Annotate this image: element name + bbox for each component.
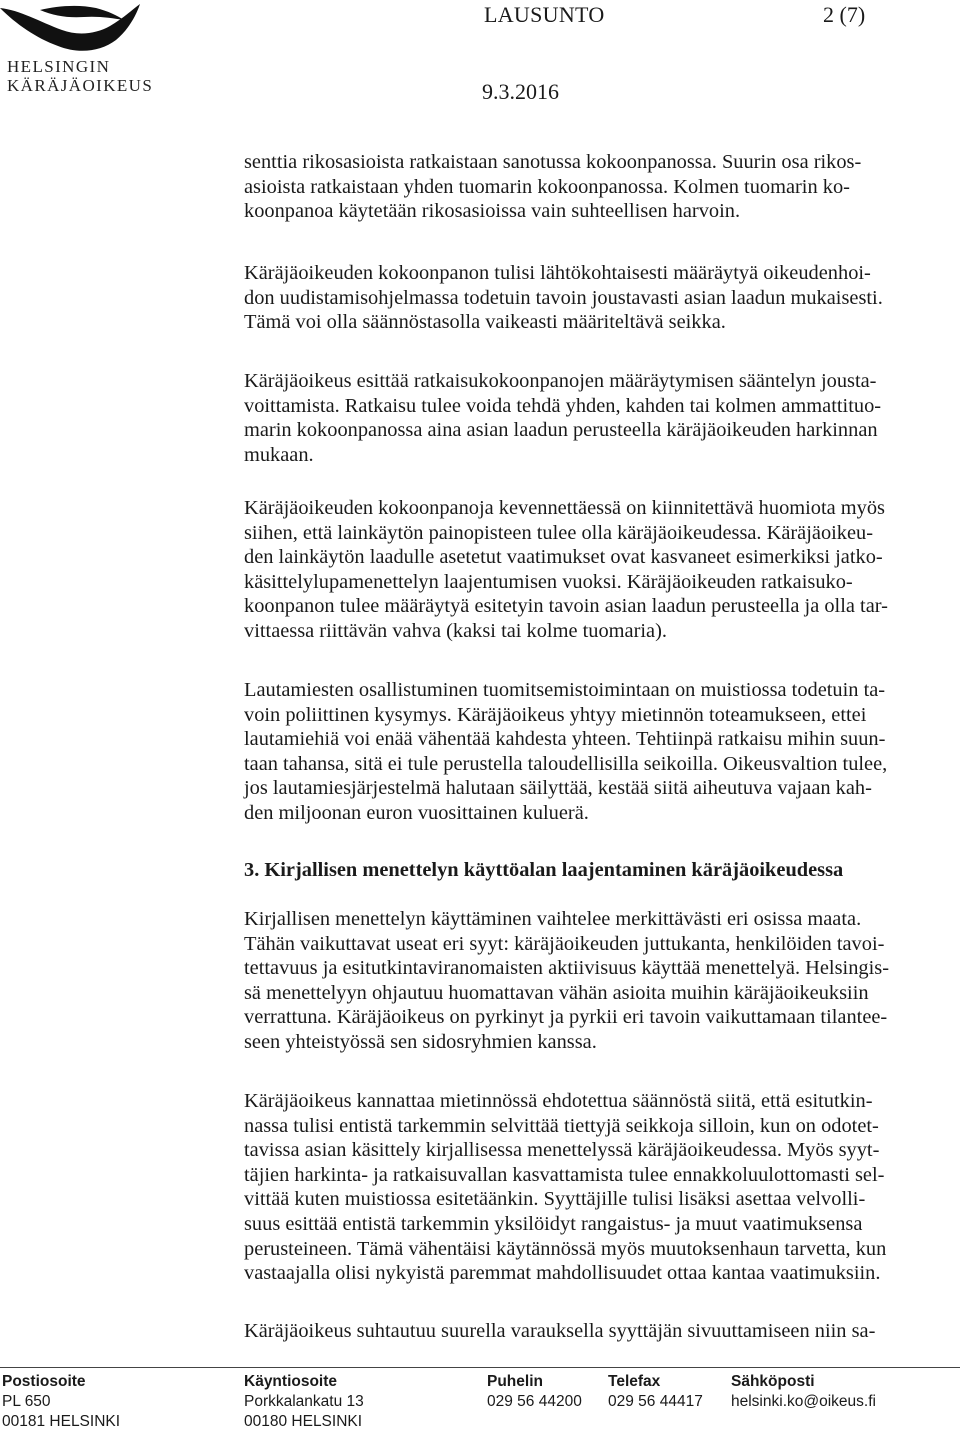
text-line: marin kokoonpanossa aina asian laadun perusteella käräjäoikeuden harkinnan [244, 419, 878, 442]
text-line: asioista ratkaistaan yhden tuomarin kokoonpanossa. Kolmen tuomarin ko- [244, 175, 850, 198]
footer-value: 029 56 44417 [608, 1393, 703, 1410]
paragraph-4 [244, 496, 956, 644]
text-line: Käräjäoikeus kannattaa mietinnössä ehdotettua säännöstä siitä, että esitutkin- [244, 1090, 873, 1112]
paragraph-5 [244, 678, 956, 826]
text-line: vittää kuten muistiossa esitetäänkin. Syyttäjille tulisi lisäksi asettaa velvolli- [244, 1188, 866, 1211]
text-line: käsittelylupamenettelyn laajentumisen vuoksi. Käräjäoikeuden ratkaisuko- [244, 570, 853, 593]
text-line: Käräjäoikeuden kokoonpanon tulisi lähtökohtaisesti määräytyä oikeudenhoi- [244, 262, 871, 284]
text-line: siihen, että lainkäytön painopisteen tulee olla käräjäoikeudessa. Käräjäoikeu- [244, 521, 874, 544]
text-line: vastaajalla olisi nykyistä paremmat mahdollisuudet ottaa kantaa vaatimuksiin. [244, 1262, 881, 1285]
footer-label: Käyntiosoite [244, 1373, 338, 1390]
text-line: Lautamiesten osallistuminen tuomitsemistoimintaan on muistiossa todetuin ta- [244, 679, 886, 701]
paragraph-3 [244, 369, 956, 467]
footer-phone [487, 1372, 582, 1412]
text-line: den miljoonan euron vuosittainen kuluerä. [244, 801, 589, 824]
footer-email [731, 1372, 876, 1412]
footer-label: Telefax [608, 1373, 661, 1390]
text-line: den lainkäytön laadulle asetetut vaatimukset ovat kasvaneet esimerkiksi jatko- [244, 546, 883, 569]
text-line: verrattuna. Käräjäoikeus on pyrkinyt ja pyrkii eri tavoin vaikuttamaan tilantee- [244, 1006, 888, 1029]
footer-divider [0, 1367, 960, 1368]
footer-value: Porkkalankatu 13 [244, 1393, 364, 1410]
text-line: koonpanon tulee määräytyä esitetyin tavoin asian laadun perusteella ja olla tar- [244, 595, 888, 618]
text-line: lautamiehiä voi enää vähentää kahdesta yhteen. Tehtiinpä ratkaisu mihin suun- [244, 728, 886, 751]
text-line: voittamista. Ratkaisu tulee voida tehdä yhden, kahden tai kolmen ammattituo- [244, 394, 882, 417]
text-line: vittaessa riittävän vahva (kaksi tai kolme tuomaria). [244, 619, 667, 642]
page-number: 2 (7) [823, 2, 866, 27]
text-line: don uudistamisohjelmassa todetuin tavoin joustavasti asian laadun mukaisesti. [244, 286, 883, 309]
text-line: Tämä voi olla säännöstasolla vaikeasti määriteltävä seikka. [244, 311, 726, 334]
footer-label: Sähköposti [731, 1373, 815, 1390]
footer-label: Puhelin [487, 1373, 543, 1390]
footer-postal-address [2, 1372, 120, 1432]
text-line: taan tahansa, sitä ei tule perustella taloudellisilla seikoilla. Oikeusvaltion tulee, [244, 752, 888, 775]
footer-value: 00181 HELSINKI [2, 1413, 121, 1430]
footer-label: Postiosoite [2, 1373, 86, 1390]
footer-visiting-address [244, 1372, 364, 1432]
text-line: Käräjäoikeuden kokoonpanoja kevennettäessä on kiinnitettävä huomiota myös [244, 497, 885, 519]
paragraph-8 [244, 1319, 956, 1344]
paragraph-2 [244, 261, 956, 335]
footer-value: helsinki.ko@oikeus.fi [731, 1393, 876, 1410]
section-heading: 3. Kirjallisen menettelyn käyttöalan laajentaminen käräjäoikeudessa [244, 859, 844, 881]
org-name-line2: KÄRÄJÄOIKEUS [7, 76, 154, 95]
text-line: senttia rikosasioista ratkaistaan sanotussa kokoonpanossa. Suurin osa rikos- [244, 151, 862, 173]
court-logo [0, 0, 210, 100]
text-line: tettavuus ja esitutkintaviranomaisten aktiivisuus käyttää menettelyä. Helsingis- [244, 957, 889, 980]
text-line: täjien harkinta- ja ratkaisuvallan kasvattamista tulee ennakkoluulottomasti sel- [244, 1163, 885, 1186]
paragraph-6 [244, 907, 956, 1055]
text-line: Tähän vaikuttavat useat eri syyt: käräjäoikeuden juttukanta, henkilöiden tavoi- [244, 932, 885, 955]
text-line: Käräjäoikeus suhtautuu suurella varauksella syyttäjän sivuuttamiseen niin sa- [244, 1320, 876, 1342]
text-line: sä menettelyyn ohjautuu huomattavan vähän asioita muihin käräjäoikeuksiin [244, 981, 869, 1004]
footer-value: PL 650 [2, 1393, 51, 1410]
text-line: Käräjäoikeus esittää ratkaisukokoonpanojen määräytymisen sääntelyn jousta- [244, 370, 877, 392]
text-line: koonpanoa käytetään rikosasioissa vain suhteellisen harvoin. [244, 200, 741, 223]
text-line: perusteineen. Tämä vähentäisi käytännössä myös muutoksenhaun tarvetta, kun [244, 1237, 887, 1260]
footer-fax [608, 1372, 703, 1412]
footer-value: 029 56 44200 [487, 1393, 582, 1410]
document-date: 9.3.2016 [482, 79, 559, 104]
text-line: seen yhteistyössä sen sidosryhmien kanssa. [244, 1030, 597, 1053]
org-name-line1: HELSINGIN [7, 57, 111, 76]
text-line: jos lautamiesjärjestelmä halutaan säilyttää, kestää siitä aiheutuva vajaan kah- [244, 777, 872, 800]
text-line: tavissa asian käsittely kirjallisessa menettelyssä käräjäoikeudessa. Myös syyt- [244, 1139, 880, 1162]
text-line: voin poliittinen kysymys. Käräjäoikeus yhtyy mietinnön toteamukseen, ettei [244, 703, 867, 726]
crown-emblem-icon [0, 0, 150, 58]
paragraph-1 [244, 150, 956, 224]
text-line: suus esittää entistä tarkemmin yksilöidyt rangaistus- ja muut vaatimuksensa [244, 1212, 863, 1235]
text-line: Kirjallisen menettelyn käyttäminen vaihtelee merkittävästi eri osissa maata. [244, 908, 862, 930]
text-line: mukaan. [244, 443, 314, 466]
paragraph-7 [244, 1089, 956, 1286]
document-type: LAUSUNTO [484, 2, 605, 27]
footer-value: 00180 HELSINKI [244, 1413, 363, 1430]
text-line: nassa tulisi entistä tarkemmin selvittää tiettyjä seikkoja silloin, kun on odotet- [244, 1114, 879, 1137]
